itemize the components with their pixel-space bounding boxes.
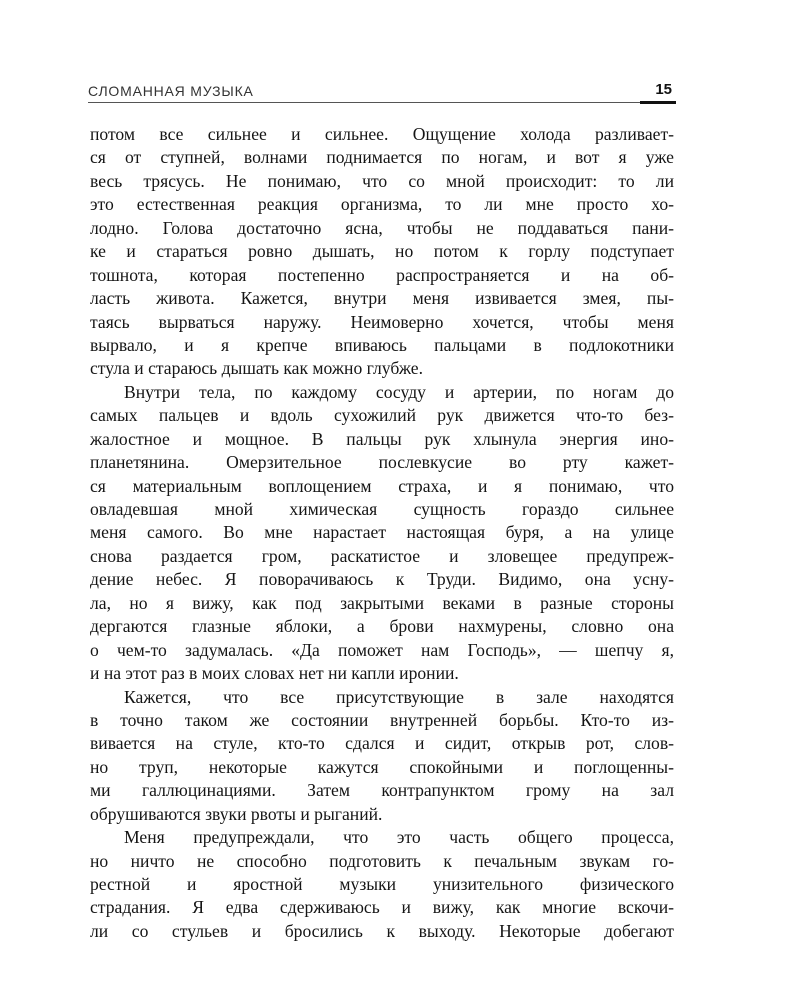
text-line: планетянина. Омерзительное послевкусие во рту кажет- <box>90 452 674 473</box>
text-line: Кажется, что все присутствующие в зале находятся <box>124 686 674 707</box>
page-number-underline <box>640 101 676 104</box>
text-line: в точно таком же состоянии внутренней борьбы. Кто-то из- <box>90 709 674 730</box>
text-line: дергаются глазные яблоки, а брови нахмурены, словно она <box>90 616 674 637</box>
text-line: тошнота, которая постепенно распространяется и на об- <box>90 264 674 285</box>
text-line: таясь вырваться наружу. Неимоверно хочется, чтобы меня <box>90 311 674 332</box>
header-rule <box>88 102 676 103</box>
text-line: ся материальным воплощением страха, и я понимаю, что <box>90 475 674 496</box>
text-line: это естественная реакция организма, то ли мне просто хо- <box>90 194 674 215</box>
text-line: но ничто не способно подготовить к печальным звукам го- <box>90 850 674 871</box>
text-line: потом все сильнее и сильнее. Ощущение холода разливает- <box>90 124 674 144</box>
text-line: но труп, некоторые кажутся спокойными и поглощенны- <box>90 756 674 777</box>
text-line: обрушиваются звуки рвоты и рыганий. <box>90 803 383 824</box>
text-line: дение небес. Я поворачиваюсь к Труди. Видимо, она усну- <box>90 569 674 590</box>
text-line: жалостное и мощное. В пальцы рук хлынула энергия ино- <box>90 428 674 449</box>
paragraph <box>90 826 674 943</box>
text-line: ли со стульев и бросились к выходу. Некоторые добегают <box>90 920 674 941</box>
text-line: меня самого. Во мне нарастает настоящая буря, а на улице <box>90 522 674 543</box>
paragraph <box>90 686 674 827</box>
text-line: о чем-то задумалась. «Да поможет нам Господь», — шепчу я, <box>90 639 674 660</box>
text-line: ласть живота. Кажется, внутри меня извивается змея, пы- <box>90 288 674 309</box>
text-line: овладевшая мной химическая сущность гораздо сильнее <box>90 499 674 519</box>
text-line: страдания. Я едва сдерживаюсь и вижу, как многие вскочи- <box>90 897 674 918</box>
text-line: ми галлюцинациями. Затем контрапунктом грому на зал <box>90 780 674 801</box>
text-line: весь трясусь. Не понимаю, что со мной происходит: то ли <box>90 170 674 191</box>
paragraph <box>90 123 674 381</box>
text-line: стула и стараюсь дышать как можно глубже. <box>90 358 423 379</box>
chapter-title: СЛОМАННАЯ МУЗЫКА <box>88 83 254 99</box>
text-line: лодно. Голова достаточно ясна, чтобы не поддаваться пани- <box>90 217 674 238</box>
body-text <box>90 123 674 943</box>
text-line: рестной и яростной музыки унизительного физического <box>90 874 674 894</box>
text-line: Меня предупреждали, что это часть общего процесса, <box>124 827 674 848</box>
running-header <box>88 82 676 104</box>
text-line: самых пальцев и вдоль сухожилий рук движется что-то без- <box>90 405 674 426</box>
text-line: ся от ступней, волнами поднимается по ногам, и вот я уже <box>90 147 674 168</box>
text-line: ла, но я вижу, как под закрытыми веками в разные стороны <box>90 592 674 613</box>
text-line: ке и стараться ровно дышать, но потом к горлу подступает <box>90 241 674 262</box>
text-line: вырвало, и я крепче впиваюсь пальцами в подлокотники <box>90 334 674 355</box>
page-number: 15 <box>655 81 672 98</box>
paragraph <box>90 381 674 686</box>
text-line: Внутри тела, по каждому сосуду и артерии, по ногам до <box>124 381 674 402</box>
text-line: и на этот раз в моих словах нет ни капли иронии. <box>90 663 459 684</box>
text-line: вивается на стуле, кто-то сдался и сидит, открыв рот, слов- <box>90 733 674 754</box>
text-line: снова раздается гром, раскатистое и зловещее предупреж- <box>90 545 674 566</box>
